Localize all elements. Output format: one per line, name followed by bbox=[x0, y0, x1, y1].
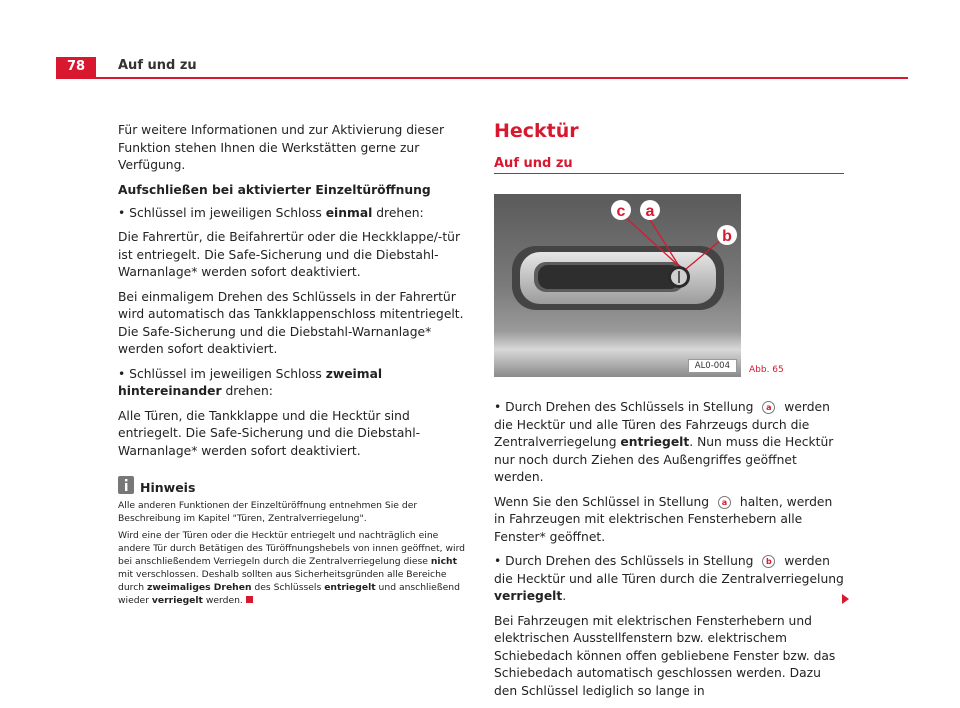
tailgate-handle-figure bbox=[494, 194, 741, 377]
continue-arrow-icon bbox=[842, 594, 849, 604]
callout-c: c bbox=[616, 203, 626, 220]
position-a-marker: a bbox=[762, 401, 775, 414]
hinweis-paragraph-1: Alle anderen Funktionen der Einzeltüröffnung entnehmen Sie der Beschreibung im Kapitel "Türen, Zentralverriegelung". bbox=[118, 500, 418, 524]
callout-a: a bbox=[645, 203, 655, 220]
hinweis-paragraph-2: Wird eine der Türen oder die Hecktür entriegelt und nachträglich eine andere Tür durch Betätigen des Türöffnungshebels von innen geöffnet, wird bei anschließendem Verriegeln durch die Zentralverriegelung diese nicht mit verschlossen. Deshalb sollten aus Sicherheitsgründen alle Bereiche durch zweimaliges Drehen des Schlüssels entriegelt und anschließend wieder verriegelt werden. bbox=[118, 530, 466, 606]
section-title: Hecktür bbox=[494, 120, 579, 142]
right-column bbox=[494, 118, 844, 707]
position-a-marker: a bbox=[718, 496, 731, 509]
subtitle-rule bbox=[494, 156, 844, 174]
hinweis-title: Hinweis bbox=[140, 480, 196, 495]
callout-b: b bbox=[722, 228, 732, 245]
bullet-zweimal: • Schlüssel im jeweiligen Schloss zweimal hintereinander drehen: bbox=[118, 366, 383, 398]
position-b-marker: b bbox=[762, 555, 775, 568]
section-subheading: Aufschließen bei aktivierter Einzeltüröffnung bbox=[118, 182, 431, 197]
paragraph-hold-a: Wenn Sie den Schlüssel in Stellung a halten, werden in Fahrzeugen mit elektrischen Fensterhebern alle Fenster* geöffnet. bbox=[494, 494, 833, 544]
chapter-title: Auf und zu bbox=[118, 58, 197, 73]
paragraph-unlock-single: Die Fahrertür, die Beifahrertür oder die Heckklappe/-tür ist entriegelt. Die Safe-Sicherung und die Diebstahl-Warnanlage* werden sofort deaktiviert. bbox=[118, 230, 461, 279]
tailgate-handle-image bbox=[494, 194, 741, 377]
section-subtitle: Auf und zu bbox=[494, 156, 573, 171]
paragraph-position-b: • Durch Drehen des Schlüssels in Stellung b werden die Hecktür und alle Türen durch die Zentralverriegelung verriegelt. bbox=[494, 554, 844, 603]
figure-row bbox=[494, 194, 844, 377]
paragraph-position-a: • Durch Drehen des Schlüssels in Stellung a werden die Hecktür und alle Türen des Fahrzeugs durch die Zentralverriegelung entriegelt. Nun muss die Hecktür nur noch durch Ziehen des Außengriffes geöffnet werden. bbox=[494, 400, 834, 484]
paragraph-fuel-flap: Bei einmaligem Drehen des Schlüssels in der Fahrertür wird automatisch das Tankklappenschloss mitentriegelt. Die Safe-Sicherung und die Diebstahl-Warnanlage* werden sofort deaktiviert. bbox=[118, 289, 464, 356]
figure-caption: Abb. 65 bbox=[749, 365, 784, 375]
paragraph-windows: Bei Fahrzeugen mit elektrischen Fensterhebern und elektrischen Ausstellfenstern bzw. elektrischem Schiebedach können offen gebliebene Fenster bzw. das Schiebedach automatisch geschlossen werden. Dazu den Schlüssel lediglich so lange in bbox=[494, 613, 836, 698]
left-column bbox=[118, 122, 468, 611]
hinweis-header bbox=[118, 474, 468, 495]
end-marker-icon bbox=[246, 596, 253, 603]
header-rule bbox=[56, 77, 908, 79]
paragraph-unlock-all: Alle Türen, die Tankklappe und die Hecktür sind entriegelt. Die Safe-Sicherung und die Diebstahl-Warnanlage* werden sofort deaktiviert. bbox=[118, 408, 421, 458]
intro-paragraph: Für weitere Informationen und zur Aktivierung dieser Funktion stehen Ihnen die Werkstätten gerne zur Verfügung. bbox=[118, 123, 445, 172]
page-number: 78 bbox=[56, 57, 96, 77]
note-icon bbox=[118, 476, 134, 494]
bullet-einmal: • Schlüssel im jeweiligen Schloss einmal drehen: bbox=[118, 205, 424, 220]
figure-code: AL0-004 bbox=[688, 359, 737, 373]
